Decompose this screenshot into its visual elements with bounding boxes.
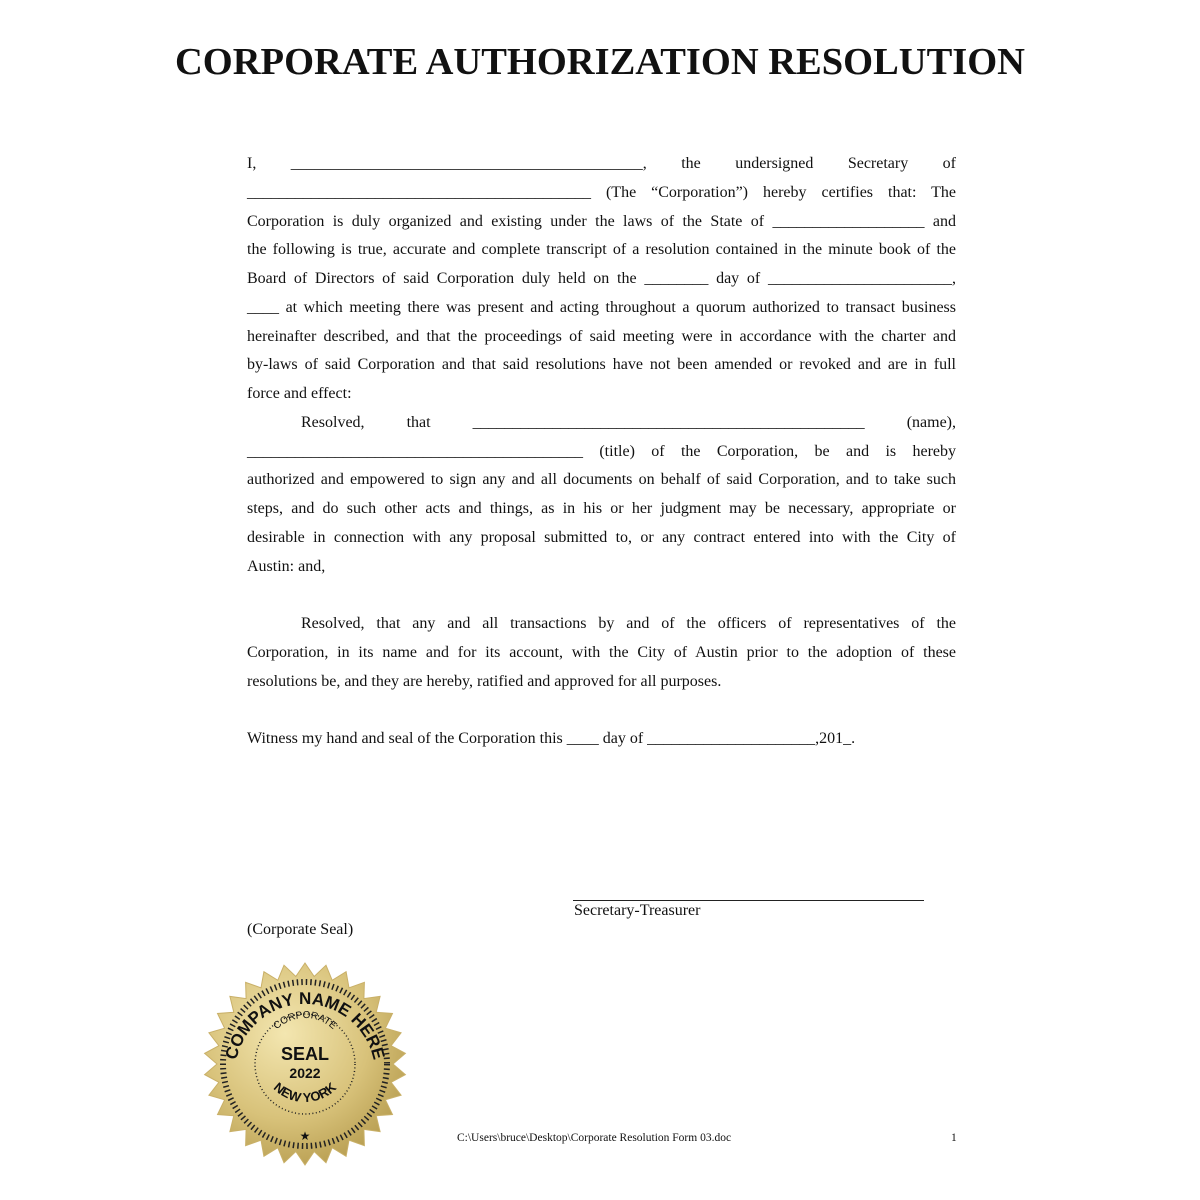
body-line: Witness my hand and seal of the Corporation this ____ day of _____________________,201_. xyxy=(247,730,856,747)
body-line: by-laws of said Corporation and that said resolutions have not been amended or revoked and are in full xyxy=(247,356,956,374)
body-line: ____ at which meeting there was present and acting throughout a quorum authorized to transact business xyxy=(247,298,956,316)
body-line: Corporation is duly organized and existing under the laws of the State of ___________________ and xyxy=(247,212,956,230)
body-line: resolutions be, and they are hereby, ratified and approved for all purposes. xyxy=(247,672,722,690)
body-line: hereinafter described, and that the proceedings of said meeting were in accordance with the charter and xyxy=(247,327,956,345)
signature-label: Secretary-Treasurer xyxy=(574,902,701,919)
body-line: Austin: and, xyxy=(247,557,326,575)
body-line: __________________________________________ (title) of the Corporation, be and is hereby xyxy=(247,442,956,460)
seal-outer-text: COMPANY NAME HERE xyxy=(221,988,389,1062)
body-line: steps, and do such other acts and things, as in his or her judgment may be necessary, appropriate or xyxy=(247,500,956,517)
seal-inner-text: CORPORATE xyxy=(271,1009,339,1032)
seal-year-text: 2022 xyxy=(289,1065,321,1081)
footer-file-path: C:\Users\bruce\Desktop\Corporate Resolution Form 03.doc xyxy=(457,1132,732,1144)
body-line: force and effect: xyxy=(247,385,352,402)
body-line: authorized and empowered to sign any and all documents on behalf of said Corporation, and to take such xyxy=(247,471,956,489)
document-title: CORPORATE AUTHORIZATION RESOLUTION xyxy=(175,41,1025,83)
body-line: the following is true, accurate and complete transcript of a resolution contained in the minute book of the xyxy=(247,241,956,259)
page-number: 1 xyxy=(951,1132,957,1144)
body-line: desirable in connection with any proposal submitted to, or any contract entered into with the City of xyxy=(247,528,956,546)
corporate-seal-image xyxy=(203,962,407,1166)
body-line: Corporation, in its name and for its account, with the City of Austin prior to the adoption of these xyxy=(247,643,956,661)
seal-center-text: SEAL xyxy=(280,1044,330,1064)
body-line: Resolved, that any and all transactions by and of the officers of representatives of the xyxy=(301,615,956,632)
body-line: ___________________________________________ (The “Corporation”) hereby certifies that: The xyxy=(247,183,956,201)
body-line: I, ____________________________________________, the undersigned Secretary of xyxy=(247,155,956,172)
corporate-seal-label: (Corporate Seal) xyxy=(247,921,354,938)
seal-star-icon: ★ xyxy=(299,1129,311,1143)
signature-line xyxy=(573,900,924,901)
body-line: Board of Directors of said Corporation duly held on the ________ day of _______________________, xyxy=(247,270,956,287)
body-line: Resolved, that _________________________________________________ (name), xyxy=(301,413,956,431)
seal-bottom-text: NEW YORK xyxy=(270,1079,340,1106)
